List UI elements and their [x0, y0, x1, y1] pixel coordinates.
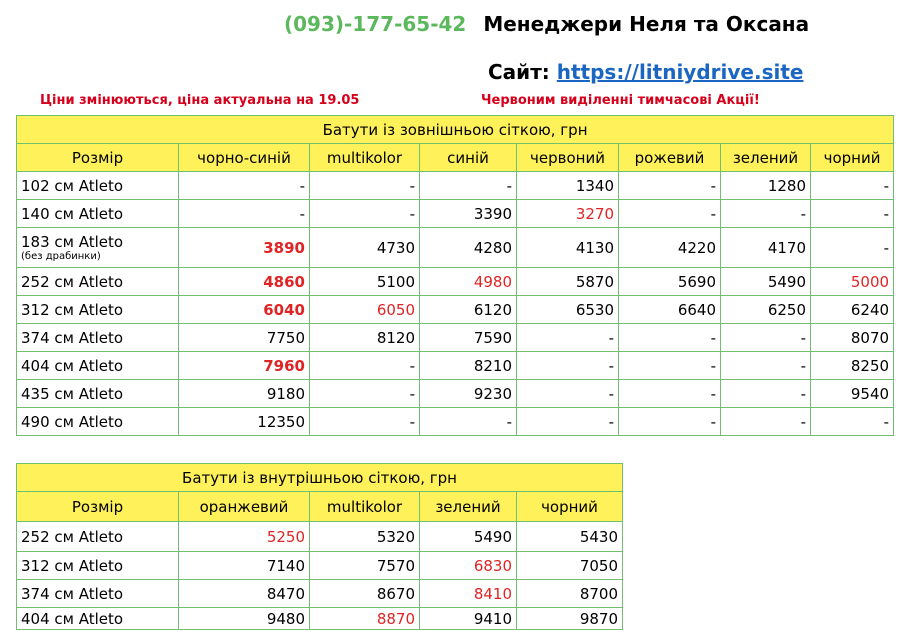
- price-cell: -: [179, 172, 310, 200]
- table-title-row: [17, 464, 623, 492]
- price-notice: Ціни змінюються, ціна актуальна на 19.05: [40, 93, 360, 108]
- table-title-row: [17, 116, 894, 144]
- column-header: чорний: [811, 144, 894, 172]
- price-cell: -: [420, 408, 517, 436]
- price-cell: -: [721, 352, 811, 380]
- promo-notice: Червоним виділенні тимчасові Акції!: [481, 93, 760, 108]
- column-header: зелений: [721, 144, 811, 172]
- table-row: [17, 522, 623, 552]
- price-cell: 9230: [420, 380, 517, 408]
- price-cell: 1340: [517, 172, 619, 200]
- price-cell: 5250: [179, 522, 310, 552]
- price-cell: -: [517, 380, 619, 408]
- table-row: [17, 352, 894, 380]
- price-cell: -: [619, 172, 721, 200]
- price-cell: 6040: [179, 296, 310, 324]
- price-cell: 6240: [811, 296, 894, 324]
- price-cell: -: [619, 380, 721, 408]
- price-cell: 3390: [420, 200, 517, 228]
- price-cell: -: [721, 200, 811, 228]
- inner-net-price-table: [16, 463, 623, 630]
- size-cell: 252 см Atleto: [17, 268, 179, 296]
- table-row: [17, 408, 894, 436]
- price-cell: 9180: [179, 380, 310, 408]
- price-cell: 9870: [517, 608, 623, 630]
- price-cell: -: [310, 408, 420, 436]
- price-cell: -: [517, 352, 619, 380]
- price-cell: -: [420, 172, 517, 200]
- price-cell: -: [811, 172, 894, 200]
- size-cell: 435 см Atleto: [17, 380, 179, 408]
- price-cell: 9480: [179, 608, 310, 630]
- table-row: [17, 580, 623, 608]
- price-cell: 8670: [310, 580, 420, 608]
- column-header: Розмір: [17, 144, 179, 172]
- price-cell: 8070: [811, 324, 894, 352]
- price-cell: 3270: [517, 200, 619, 228]
- price-cell: 4170: [721, 228, 811, 268]
- column-header: синій: [420, 144, 517, 172]
- size-cell: 252 см Atleto: [17, 522, 179, 552]
- table-title: Батути із зовнішньою сіткою, грн: [17, 116, 894, 144]
- price-cell: 7140: [179, 552, 310, 580]
- price-cell: -: [721, 324, 811, 352]
- site-line: [488, 60, 803, 84]
- size-cell: 140 см Atleto: [17, 200, 179, 228]
- table-row: [17, 552, 623, 580]
- price-cell: 4220: [619, 228, 721, 268]
- price-cell: 4980: [420, 268, 517, 296]
- size-note: (без драбинки): [21, 250, 101, 262]
- price-cell: 6250: [721, 296, 811, 324]
- price-cell: 5430: [517, 522, 623, 552]
- price-cell: -: [721, 380, 811, 408]
- size-cell: 404 см Atleto: [17, 352, 179, 380]
- price-cell: 9540: [811, 380, 894, 408]
- size-cell: 490 см Atleto: [17, 408, 179, 436]
- column-header: червоний: [517, 144, 619, 172]
- price-cell: 8700: [517, 580, 623, 608]
- table-row: [17, 228, 894, 268]
- size-cell: 312 см Atleto: [17, 296, 179, 324]
- size-cell: 312 см Atleto: [17, 552, 179, 580]
- price-cell: 8250: [811, 352, 894, 380]
- outer-net-price-table: [16, 115, 894, 436]
- price-cell: 5870: [517, 268, 619, 296]
- table-header-row: [17, 144, 894, 172]
- table-title: Батути із внутрішньою сіткою, грн: [17, 464, 623, 492]
- table-row: [17, 608, 623, 630]
- size-cell: 374 см Atleto: [17, 324, 179, 352]
- table-row: [17, 380, 894, 408]
- price-cell: -: [811, 200, 894, 228]
- size-cell: 102 см Atleto: [17, 172, 179, 200]
- price-cell: 4730: [310, 228, 420, 268]
- price-cell: 4130: [517, 228, 619, 268]
- column-header: оранжевий: [179, 492, 310, 522]
- price-cell: 8470: [179, 580, 310, 608]
- price-cell: -: [310, 380, 420, 408]
- size-cell: [17, 228, 179, 268]
- price-cell: 7050: [517, 552, 623, 580]
- site-label: Сайт:: [488, 60, 550, 84]
- size-label: 183 см Atleto: [21, 232, 124, 251]
- price-cell: 6120: [420, 296, 517, 324]
- price-cell: 3890: [179, 228, 310, 268]
- price-cell: 5320: [310, 522, 420, 552]
- price-cell: 7590: [420, 324, 517, 352]
- price-cell: 7750: [179, 324, 310, 352]
- phone-number: (093)-177-65-42: [284, 12, 467, 36]
- price-cell: -: [811, 228, 894, 268]
- price-cell: 5000: [811, 268, 894, 296]
- column-header: чорно-синій: [179, 144, 310, 172]
- table-row: [17, 324, 894, 352]
- column-header: зелений: [420, 492, 517, 522]
- price-cell: -: [179, 200, 310, 228]
- price-cell: -: [619, 200, 721, 228]
- price-cell: 8870: [310, 608, 420, 630]
- price-cell: -: [310, 172, 420, 200]
- price-cell: 4280: [420, 228, 517, 268]
- column-header: рожевий: [619, 144, 721, 172]
- price-cell: -: [619, 324, 721, 352]
- price-cell: -: [517, 324, 619, 352]
- price-cell: 8120: [310, 324, 420, 352]
- managers-text: Менеджери Неля та Оксана: [483, 12, 810, 36]
- column-header: multikolor: [310, 144, 420, 172]
- price-cell: 5100: [310, 268, 420, 296]
- price-cell: 5490: [420, 522, 517, 552]
- price-cell: -: [517, 408, 619, 436]
- table-row: [17, 172, 894, 200]
- price-cell: 12350: [179, 408, 310, 436]
- price-cell: 5690: [619, 268, 721, 296]
- price-cell: 6830: [420, 552, 517, 580]
- site-link[interactable]: https://litniydrive.site: [556, 60, 804, 84]
- price-cell: 8210: [420, 352, 517, 380]
- table-header-row: [17, 492, 623, 522]
- price-cell: -: [619, 352, 721, 380]
- price-cell: 6050: [310, 296, 420, 324]
- price-cell: 1280: [721, 172, 811, 200]
- price-cell: 6640: [619, 296, 721, 324]
- table-row: [17, 268, 894, 296]
- column-header: multikolor: [310, 492, 420, 522]
- price-cell: 7960: [179, 352, 310, 380]
- table-row: [17, 200, 894, 228]
- size-cell: 374 см Atleto: [17, 580, 179, 608]
- price-cell: 8410: [420, 580, 517, 608]
- size-cell: 404 см Atleto: [17, 608, 179, 630]
- price-cell: 5490: [721, 268, 811, 296]
- price-cell: -: [619, 408, 721, 436]
- contact-line: [284, 12, 809, 36]
- price-cell: -: [811, 408, 894, 436]
- column-header: Розмір: [17, 492, 179, 522]
- price-cell: -: [310, 352, 420, 380]
- column-header: чорний: [517, 492, 623, 522]
- price-cell: 9410: [420, 608, 517, 630]
- price-cell: 7570: [310, 552, 420, 580]
- table-row: [17, 296, 894, 324]
- price-cell: -: [310, 200, 420, 228]
- price-cell: 4860: [179, 268, 310, 296]
- price-cell: -: [721, 408, 811, 436]
- price-cell: 6530: [517, 296, 619, 324]
